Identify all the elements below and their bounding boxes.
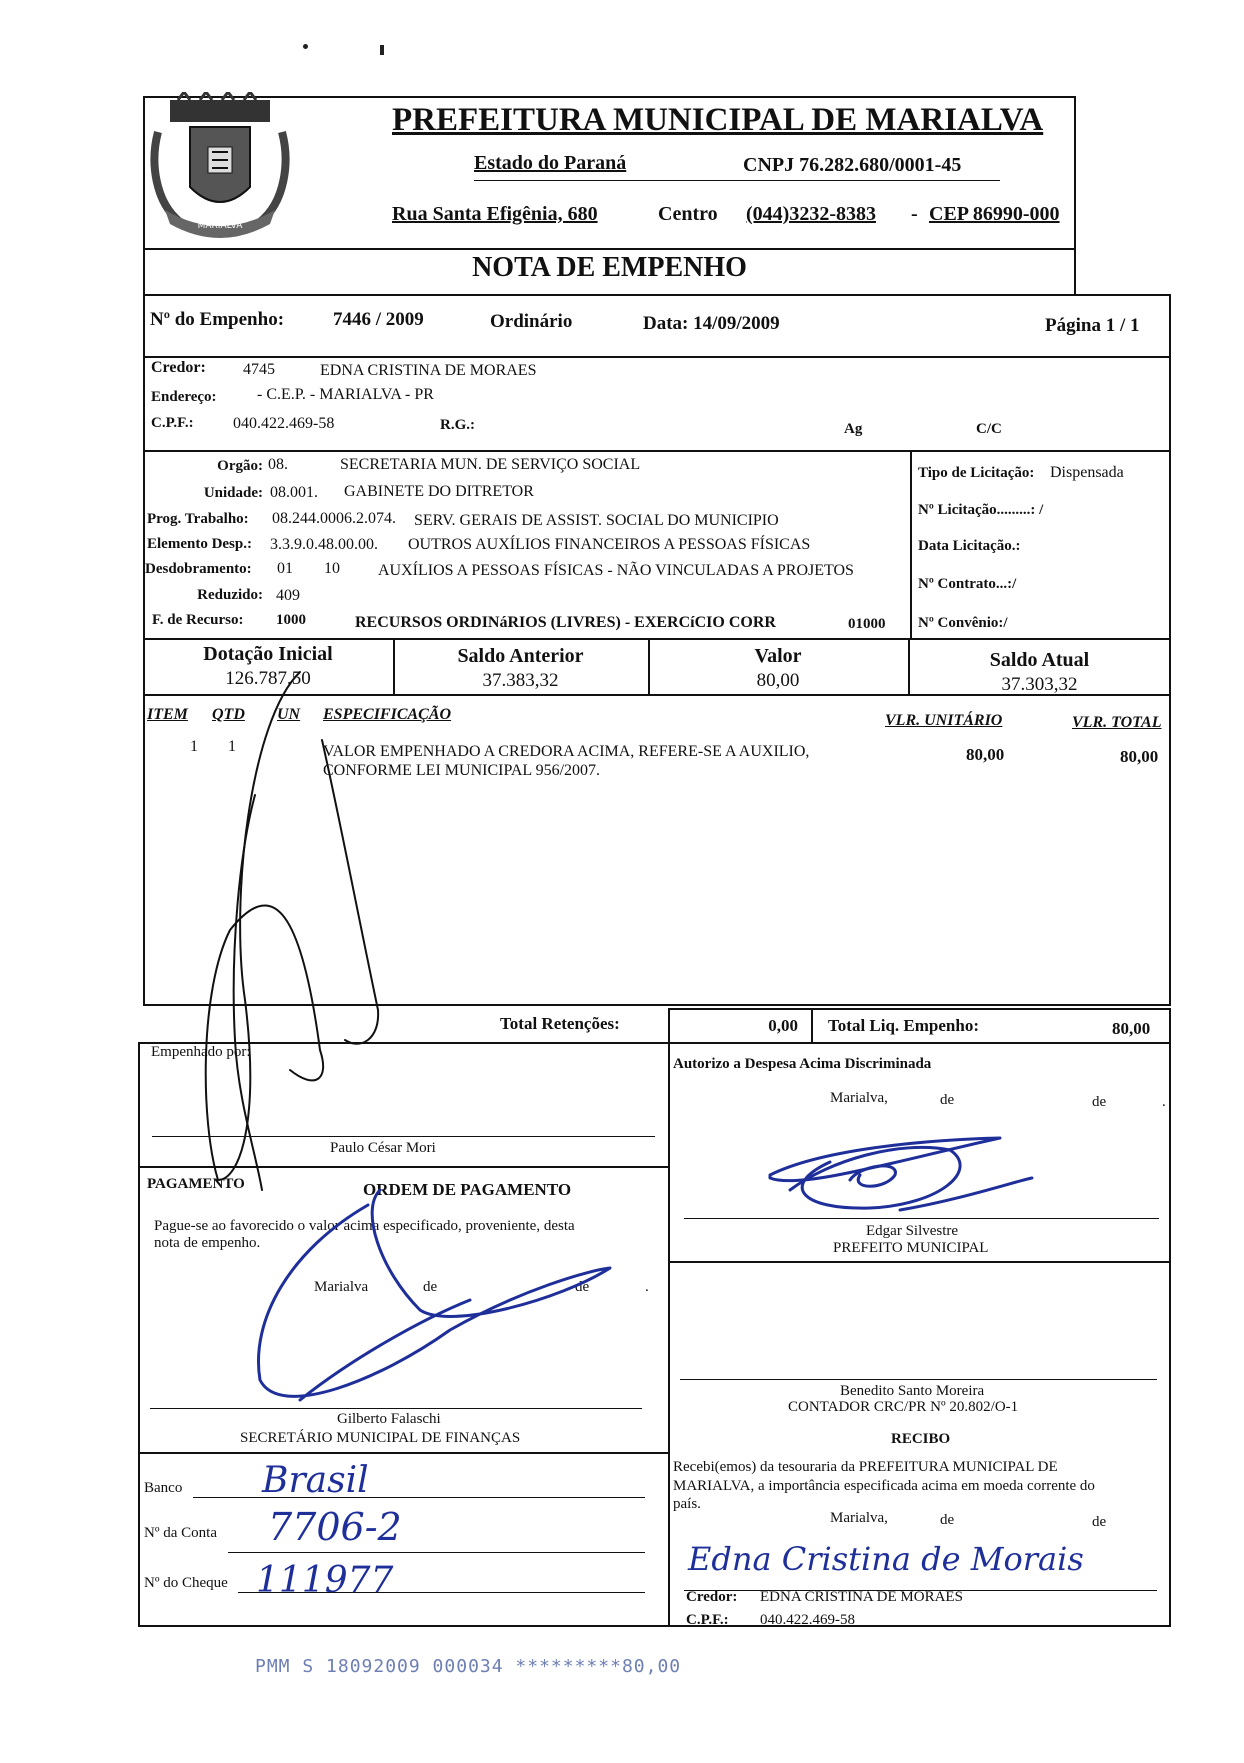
prefeito-role: PREFEITO MUNICIPAL bbox=[833, 1240, 989, 1256]
separator-dash: - bbox=[911, 203, 918, 225]
valor-label: Valor bbox=[754, 645, 802, 667]
cpf-value: 040.422.469-58 bbox=[233, 415, 335, 432]
autorizo-label: Autorizo a Despesa Acima Discriminada bbox=[673, 1056, 932, 1072]
dotacao-label: Dotação Inicial bbox=[203, 643, 333, 665]
pagamento-label: PAGAMENTO bbox=[147, 1176, 245, 1192]
autorizo-city: Marialva, bbox=[830, 1090, 888, 1106]
elemento-name: OUTROS AUXÍLIOS FINANCEIROS A PESSOAS FÍSICAS bbox=[408, 536, 811, 553]
col-especificacao: ESPECIFICAÇÃO bbox=[323, 706, 452, 723]
prog-code: 08.244.0006.2.074. bbox=[272, 510, 396, 527]
col-qtd: QTD bbox=[212, 706, 245, 723]
recibo-cpf-label: C.P.F.: bbox=[686, 1612, 729, 1628]
licitacao-tipo-label: Tipo de Licitação: bbox=[918, 465, 1035, 481]
empenho-label: Nº do Empenho: bbox=[150, 309, 285, 330]
pagamento-text-line1: Pague-se ao favorecido o valor acima especificado, proveniente, desta bbox=[154, 1218, 575, 1234]
liquido-label: Total Liq. Empenho: bbox=[828, 1016, 979, 1035]
scan-speck bbox=[303, 44, 308, 49]
pagamento-dot: . bbox=[645, 1279, 649, 1295]
secretario-role: SECRETÁRIO MUNICIPAL DE FINANÇAS bbox=[240, 1430, 521, 1446]
saldo-atual-value: 37.303,32 bbox=[1001, 674, 1078, 695]
recibo-credor-name: EDNA CRISTINA DE MORAES bbox=[760, 1589, 963, 1605]
district: Centro bbox=[658, 203, 718, 225]
rg-label: R.G.: bbox=[440, 417, 475, 433]
recibo-text-line3: país. bbox=[673, 1496, 701, 1512]
account-label: C/C bbox=[976, 421, 1002, 437]
endereco-value: - C.E.P. - MARIALVA - PR bbox=[257, 386, 434, 403]
agency-label: Ag bbox=[844, 421, 863, 437]
credor-name: EDNA CRISTINA DE MORAES bbox=[320, 362, 537, 379]
recibo-text-line2: MARIALVA, a importância especificada acima em moeda corrente do bbox=[673, 1478, 1095, 1494]
autorizo-de-1: de bbox=[940, 1092, 955, 1108]
cash-register-stamp: PMM S 18092009 000034 *********80,00 bbox=[255, 1656, 682, 1677]
contador-name: Benedito Santo Moreira bbox=[840, 1383, 985, 1399]
col-vlr-unitario: VLR. UNITÁRIO bbox=[885, 712, 1003, 729]
ordem-pagamento-label: ORDEM DE PAGAMENTO bbox=[363, 1180, 572, 1199]
banco-label: Banco bbox=[144, 1480, 183, 1496]
valor-value: 80,00 bbox=[756, 670, 800, 691]
pagamento-de-2: de bbox=[575, 1279, 590, 1295]
autorizo-dot: . bbox=[1162, 1094, 1166, 1110]
recibo-city: Marialva, bbox=[830, 1510, 888, 1526]
saldo-anterior-label: Saldo Anterior bbox=[457, 645, 584, 667]
cnpj-number: CNPJ 76.282.680/0001-45 bbox=[743, 154, 962, 176]
prog-name: SERV. GERAIS DE ASSIST. SOCIAL DO MUNICIPIO bbox=[414, 512, 779, 529]
saldo-atual-label: Saldo Atual bbox=[989, 649, 1090, 671]
empenho-type: Ordinário bbox=[490, 311, 573, 332]
credor-label: Credor: bbox=[151, 359, 206, 376]
elemento-label: Elemento Desp.: bbox=[147, 536, 252, 552]
convenio-number: Nº Convênio:/ bbox=[918, 615, 1008, 631]
document-title: NOTA DE EMPENHO bbox=[472, 252, 747, 283]
recibo-title: RECIBO bbox=[891, 1431, 951, 1447]
desdobramento-name: AUXÍLIOS A PESSOAS FÍSICAS - NÃO VINCULADAS A PROJETOS bbox=[378, 562, 854, 579]
empenho-date: Data: 14/09/2009 bbox=[643, 313, 780, 334]
pagamento-de-1: de bbox=[423, 1279, 438, 1295]
row-especificacao-line1: VALOR EMPENHADO A CREDORA ACIMA, REFERE-SE A AUXILIO, bbox=[323, 743, 810, 760]
prog-label: Prog. Trabalho: bbox=[147, 511, 249, 527]
state-name: Estado do Paraná bbox=[474, 152, 627, 174]
city-hall-title: PREFEITURA MUNICIPAL DE MARIALVA bbox=[392, 102, 1044, 138]
secretario-name: Gilberto Falaschi bbox=[337, 1411, 441, 1427]
unidade-label: Unidade: bbox=[203, 485, 263, 501]
row-vlr-total: 80,00 bbox=[1120, 747, 1159, 766]
licitacao-tipo-value: Dispensada bbox=[1050, 464, 1124, 481]
desdobramento-code1: 01 bbox=[277, 560, 293, 577]
fonte-code: 1000 bbox=[276, 612, 306, 628]
recibo-de-2: de bbox=[1092, 1514, 1107, 1530]
row-qtd: 1 bbox=[228, 738, 236, 755]
credor-signature: Edna Cristina de Morais bbox=[688, 1540, 1084, 1578]
prefeito-name: Edgar Silvestre bbox=[866, 1223, 959, 1239]
row-especificacao-line2: CONFORME LEI MUNICIPAL 956/2007. bbox=[323, 762, 601, 779]
cpf-label: C.P.F.: bbox=[151, 415, 194, 431]
credor-code: 4745 bbox=[243, 361, 275, 378]
fonte-label: F. de Recurso: bbox=[152, 612, 244, 628]
unidade-name: GABINETE DO DITRETOR bbox=[344, 483, 534, 500]
col-vlr-total: VLR. TOTAL bbox=[1072, 714, 1162, 731]
endereco-label: Endereço: bbox=[151, 389, 217, 405]
saldo-anterior-value: 37.383,32 bbox=[482, 670, 559, 691]
retencoes-label: Total Retenções: bbox=[500, 1014, 620, 1033]
empenhado-label: Empenhado por: bbox=[151, 1044, 251, 1060]
pagamento-city: Marialva bbox=[314, 1279, 369, 1295]
unidade-code: 08.001. bbox=[270, 484, 318, 501]
row-vlr-unitario: 80,00 bbox=[966, 745, 1005, 764]
autorizo-de-2: de bbox=[1092, 1094, 1107, 1110]
reduzido-code: 409 bbox=[276, 587, 300, 604]
fonte-number: 01000 bbox=[848, 616, 886, 632]
recibo-credor-label: Credor: bbox=[686, 1589, 738, 1605]
liquido-value: 80,00 bbox=[1112, 1019, 1151, 1038]
cep-code: CEP 86990-000 bbox=[929, 203, 1060, 225]
cheque-label: Nº do Cheque bbox=[144, 1575, 228, 1591]
recibo-cpf-value: 040.422.469-58 bbox=[760, 1612, 855, 1628]
empenhado-name: Paulo César Mori bbox=[330, 1140, 436, 1156]
contador-role: CONTADOR CRC/PR Nº 20.802/O-1 bbox=[788, 1399, 1019, 1415]
recibo-de-1: de bbox=[940, 1512, 955, 1528]
dotacao-value: 126.787,50 bbox=[225, 668, 311, 689]
contrato-number: Nº Contrato...:/ bbox=[918, 576, 1017, 592]
licitacao-data: Data Licitação.: bbox=[918, 538, 1021, 554]
svg-text:MARIALVA: MARIALVA bbox=[197, 221, 243, 231]
desdobramento-code2: 10 bbox=[324, 560, 340, 577]
street-address: Rua Santa Efigênia, 680 bbox=[392, 203, 598, 225]
empenho-number: 7446 / 2009 bbox=[333, 309, 424, 330]
reduzido-label: Reduzido: bbox=[197, 587, 263, 603]
phone-number: (044)3232-8383 bbox=[746, 203, 876, 225]
fonte-name: RECURSOS ORDINáRIOS (LIVRES) - EXERCíCIO CORR bbox=[355, 614, 776, 631]
conta-label: Nº da Conta bbox=[144, 1525, 217, 1541]
col-item: ITEM bbox=[147, 706, 188, 723]
recibo-text-line1: Recebi(emos) da tesouraria da PREFEITURA MUNICIPAL DE bbox=[673, 1459, 1058, 1475]
col-un: UN bbox=[277, 706, 301, 723]
conta-handwritten: 7706-2 bbox=[268, 1505, 402, 1549]
orgao-label: Orgão: bbox=[217, 458, 263, 474]
cheque-handwritten: 111977 bbox=[256, 1560, 394, 1601]
banco-handwritten: Brasil bbox=[262, 1460, 369, 1501]
orgao-name: SECRETARIA MUN. DE SERVIÇO SOCIAL bbox=[340, 456, 641, 473]
orgao-code: 08. bbox=[268, 456, 288, 473]
desdobramento-label: Desdobramento: bbox=[145, 561, 252, 577]
licitacao-numero: Nº Licitação.........: / bbox=[918, 502, 1044, 518]
pagamento-text-line2: nota de empenho. bbox=[154, 1235, 261, 1251]
retencoes-value: 0,00 bbox=[768, 1016, 798, 1035]
row-item: 1 bbox=[190, 738, 198, 755]
page-number: Página 1 / 1 bbox=[1045, 315, 1140, 336]
elemento-code: 3.3.9.0.48.00.00. bbox=[270, 536, 378, 553]
scan-speck bbox=[380, 45, 384, 55]
